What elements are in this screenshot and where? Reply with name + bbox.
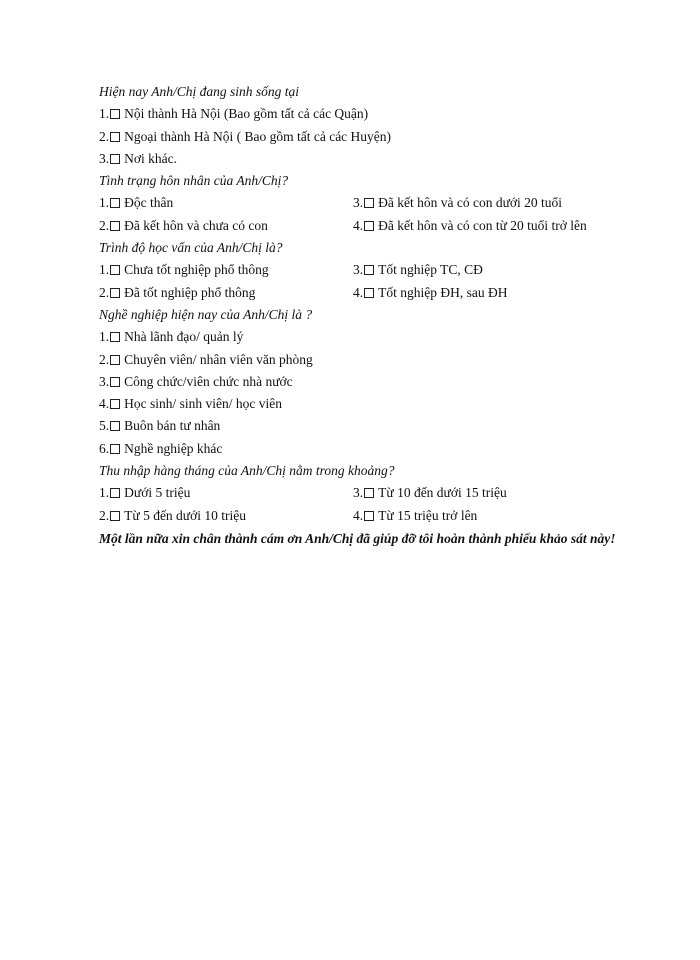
- option-number: 6.: [99, 440, 110, 456]
- option-row: [99, 215, 644, 237]
- option-marital-4[interactable]: [353, 215, 587, 237]
- option-row: [99, 505, 644, 527]
- option-label: Đã kết hôn và có con dưới 20 tuổi: [378, 195, 563, 211]
- option-label: Đã kết hôn và có con từ 20 tuổi trở lên: [378, 217, 587, 233]
- option-marital-3[interactable]: [353, 192, 562, 214]
- option-row: [99, 259, 644, 281]
- checkbox[interactable]: [110, 421, 120, 431]
- option-label: Chuyên viên/ nhân viên văn phòng: [124, 351, 313, 367]
- option-occupation-1[interactable]: [99, 326, 644, 348]
- option-label: Đã tốt nghiệp phổ thông: [124, 284, 256, 300]
- checkbox[interactable]: [110, 288, 120, 298]
- option-label: Từ 10 đến dưới 15 triệu: [378, 485, 507, 501]
- checkbox[interactable]: [110, 332, 120, 342]
- option-residence-2[interactable]: [99, 126, 644, 148]
- option-number: 3.: [99, 150, 110, 166]
- option-number: 2.: [99, 128, 110, 144]
- checkbox[interactable]: [110, 109, 120, 119]
- checkbox[interactable]: [364, 265, 374, 275]
- option-education-3[interactable]: [353, 259, 483, 281]
- option-income-4[interactable]: [353, 505, 477, 527]
- option-label: Tốt nghiệp ĐH, sau ĐH: [378, 284, 508, 300]
- option-occupation-6[interactable]: [99, 438, 644, 460]
- option-label: Nơi khác.: [124, 150, 177, 166]
- option-label: Từ 5 đến dưới 10 triệu: [124, 507, 247, 523]
- option-label: Buôn bán tư nhân: [124, 418, 221, 434]
- option-number: 1.: [99, 262, 110, 278]
- option-number: 2.: [99, 351, 110, 367]
- option-number: 3.: [353, 262, 364, 278]
- option-education-1[interactable]: [99, 259, 353, 281]
- closing-thanks: Một lần nữa xin chân thành cám ơn Anh/Chị đã giúp đỡ tôi hoàn thành phiếu khảo sát này!: [99, 530, 616, 546]
- checkbox[interactable]: [110, 488, 120, 498]
- checkbox[interactable]: [110, 221, 120, 231]
- checkbox[interactable]: [364, 511, 374, 521]
- option-label: Từ 15 triệu trở lên: [378, 507, 478, 523]
- option-label: Dưới 5 triệu: [124, 485, 191, 501]
- checkbox[interactable]: [110, 511, 120, 521]
- option-label: Học sinh/ sinh viên/ học viên: [124, 396, 282, 412]
- option-number: 4.: [99, 396, 110, 412]
- option-label: Nghề nghiệp khác: [124, 440, 223, 456]
- option-income-1[interactable]: [99, 482, 353, 504]
- option-number: 4.: [353, 217, 364, 233]
- checkbox[interactable]: [110, 444, 120, 454]
- option-number: 2.: [99, 507, 110, 523]
- option-number: 3.: [353, 195, 364, 211]
- option-residence-3[interactable]: [99, 148, 644, 170]
- checkbox[interactable]: [110, 154, 120, 164]
- option-occupation-4[interactable]: [99, 393, 644, 415]
- option-number: 3.: [99, 373, 110, 389]
- checkbox[interactable]: [364, 488, 374, 498]
- option-education-2[interactable]: [99, 282, 353, 304]
- question-residence-title: Hiện nay Anh/Chị đang sinh sống tại: [99, 84, 300, 99]
- option-label: Đã kết hôn và chưa có con: [124, 217, 268, 233]
- option-income-3[interactable]: [353, 482, 507, 504]
- option-number: 2.: [99, 217, 110, 233]
- option-label: Chưa tốt nghiệp phổ thông: [124, 262, 269, 278]
- option-number: 5.: [99, 418, 110, 434]
- option-number: 2.: [99, 284, 110, 300]
- option-label: Tốt nghiệp TC, CĐ: [378, 262, 483, 278]
- option-education-4[interactable]: [353, 282, 507, 304]
- question-marital-title: Tình trạng hôn nhân của Anh/Chị?: [99, 173, 289, 189]
- option-row: [99, 482, 644, 504]
- checkbox[interactable]: [110, 377, 120, 387]
- checkbox[interactable]: [110, 198, 120, 208]
- option-label: Nhà lãnh đạo/ quản lý: [124, 329, 244, 345]
- checkbox[interactable]: [110, 132, 120, 142]
- option-occupation-2[interactable]: [99, 349, 644, 371]
- option-label: Độc thân: [124, 195, 174, 211]
- option-label: Nội thành Hà Nội (Bao gồm tất cả các Quận): [124, 106, 369, 122]
- option-label: Công chức/viên chức nhà nước: [124, 373, 293, 389]
- option-number: 1.: [99, 195, 110, 211]
- option-occupation-3[interactable]: [99, 371, 644, 393]
- checkbox[interactable]: [110, 265, 120, 275]
- question-education-title: Trình độ học vấn của Anh/Chị là?: [99, 240, 283, 256]
- checkbox[interactable]: [364, 288, 374, 298]
- question-income-title: Thu nhập hàng tháng của Anh/Chị nằm trong khoảng?: [99, 463, 395, 479]
- option-number: 4.: [353, 507, 364, 523]
- option-number: 1.: [99, 485, 110, 501]
- option-number: 1.: [99, 106, 110, 122]
- option-label: Ngoại thành Hà Nội ( Bao gồm tất cả các Huyện): [124, 128, 392, 144]
- checkbox[interactable]: [364, 198, 374, 208]
- checkbox[interactable]: [110, 399, 120, 409]
- checkbox[interactable]: [110, 355, 120, 365]
- option-occupation-5[interactable]: [99, 415, 644, 437]
- option-number: 1.: [99, 329, 110, 345]
- option-residence-1[interactable]: [99, 103, 644, 125]
- option-row: [99, 192, 644, 214]
- survey-page: [99, 81, 644, 550]
- question-occupation-title: Nghề nghiệp hiện nay của Anh/Chị là ?: [99, 306, 313, 322]
- checkbox[interactable]: [364, 221, 374, 231]
- option-number: 4.: [353, 284, 364, 300]
- option-number: 3.: [353, 485, 364, 501]
- option-row: [99, 282, 644, 304]
- option-income-2[interactable]: [99, 505, 353, 527]
- option-marital-1[interactable]: [99, 192, 353, 214]
- option-marital-2[interactable]: [99, 215, 353, 237]
